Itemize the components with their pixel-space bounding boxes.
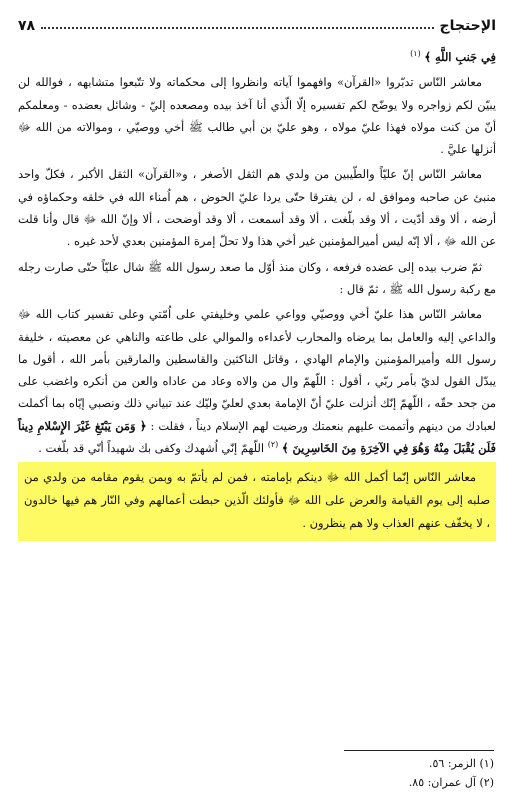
footnote: (١) الزمر: ٥٦. — [429, 757, 494, 770]
footnote-reference: (٢) — [267, 440, 279, 450]
body-text — [18, 46, 496, 541]
highlighted-paragraph: معاشر النّاس إنّما أكمل الله ﷻ دينكم بإمامته ، فمن لم يأتمّ به وبمن يقوم مقامه من ولدي من صلبه إلى يوم القيامة والعرض على الله ﷻ فأولئك الّذين حبطت أعمالهم وفي النّار هم فيها خالدون ، لا يخفّف عنهم العذاب ولا هم ينظرون . — [18, 462, 496, 541]
quran-verse: فِي جَنبِ اللَّهِ ﴾ — [424, 50, 496, 64]
footnotes — [18, 754, 494, 792]
running-header — [18, 10, 496, 34]
footnote-separator — [344, 750, 494, 751]
paragraph: معاشر النّاس إنّ عليّاً والطّيبين من ولدي هم الثقل الأصغر ، و«القرآن» الثقل الأكبر ، فكلّ واحد منبئ عن صاحبه وموافق له ، لن يفترقا حتّى يردا عليّ الحوض ، هم اُمناء الله في خلقه وحكماؤه في أرضه ، ألا وقد أدّيت ، ألا وقد بلّغت ، ألا وقد أسمعت ، ألا وقد أوضحت ، ألا وإنّ الله ﷻ قال وأنا قلت عن الله ﷻ ، ألا إنّه ليس أميرالمؤمنين غير أخي هذا ولا تحلّ إمرة المؤمنين بعدي لأحد غيره . — [18, 167, 496, 249]
page-number: ٧٨ — [18, 18, 36, 34]
paragraph: ثمّ ضرب بيده إلى عضده فرفعه ، وكان منذ أوّل ما صعد رسول الله ﷺ شال عليّاً حتّى صارت رجله مع ركبة رسول الله ﷺ ، ثمّ قال : — [18, 259, 496, 296]
header-dotted-rule — [41, 27, 433, 29]
paragraph-text: معاشر النّاس هذا عليّ أخي ووصيّي وواعي علمي وخليفتي على اُمّتي وعلى تفسير كتاب الله ﷻ والداعي إليه والعامل بما يرضاه والمحارب لأعداءه والموالي على طاعته والناهي عن معصيته ، خليفة رسول الله وأميرالمؤمنين والإمام الهادي ، وقاتل الناكثين والقاسطين والمارقين بأمر الله ، أقول ما يبدّل القول لديّ بأمر ربّي ، أقول : اللّهمّ وال من والاه وعاد من عاداه والعن من أنكره واغضب على من جحد حقّه ، اللّهمّ إنّك أنزلت عليّ أنّ الإمامة بعدي لعليّ وليّك عند تبياني ذلك ونصبي إيّاه بما أكملت لعبادك من دينهم وأتممت عليهم بنعمتك ورضيت لهم الإسلام ديناً ، فقلت : — [18, 307, 497, 433]
paragraph: معاشر النّاس تدبّروا «القرآن» وافهموا آياته وانظروا إلى محكماته ولا تتّبعوا متشابهه ، فوالله لن يبيّن لكم زواجره ولا يوضّح لكم تفسيره إلّا الّذي أنا آخذ بيده ومصعده إليّ - وشائل بعضده - ومعلمكم أنّ من كنت مولاه فهذا عليّ مولاه ، وهو عليّ بن أبي طالب ﷺ أخي ووصيّي ، وموالاته من الله ﷻ أنزلها عليَّ . — [18, 75, 496, 157]
paragraph-quran-continuation — [18, 46, 496, 68]
paragraph — [18, 303, 496, 459]
paragraph-text: اللّهمّ إنّي اُشهدك وكفى بك شهيداً أنّي قد بلّغت . — [38, 441, 265, 456]
running-title: الإحتجاج — [439, 18, 496, 34]
footnote: (٢) آل عمران: ٨٥. — [408, 776, 494, 789]
quran-verse: ﴿ وَمَن يَبْتَغِ غَيْرَ الإِسْلامِ دِيناً فَلَن يُقْبَلَ مِنْهُ وَهُوَ فِي الآخِرَةِ مِنَ الخَاسِرِينَ ﴾ — [18, 418, 496, 456]
footnote-reference: (١) — [410, 49, 421, 59]
